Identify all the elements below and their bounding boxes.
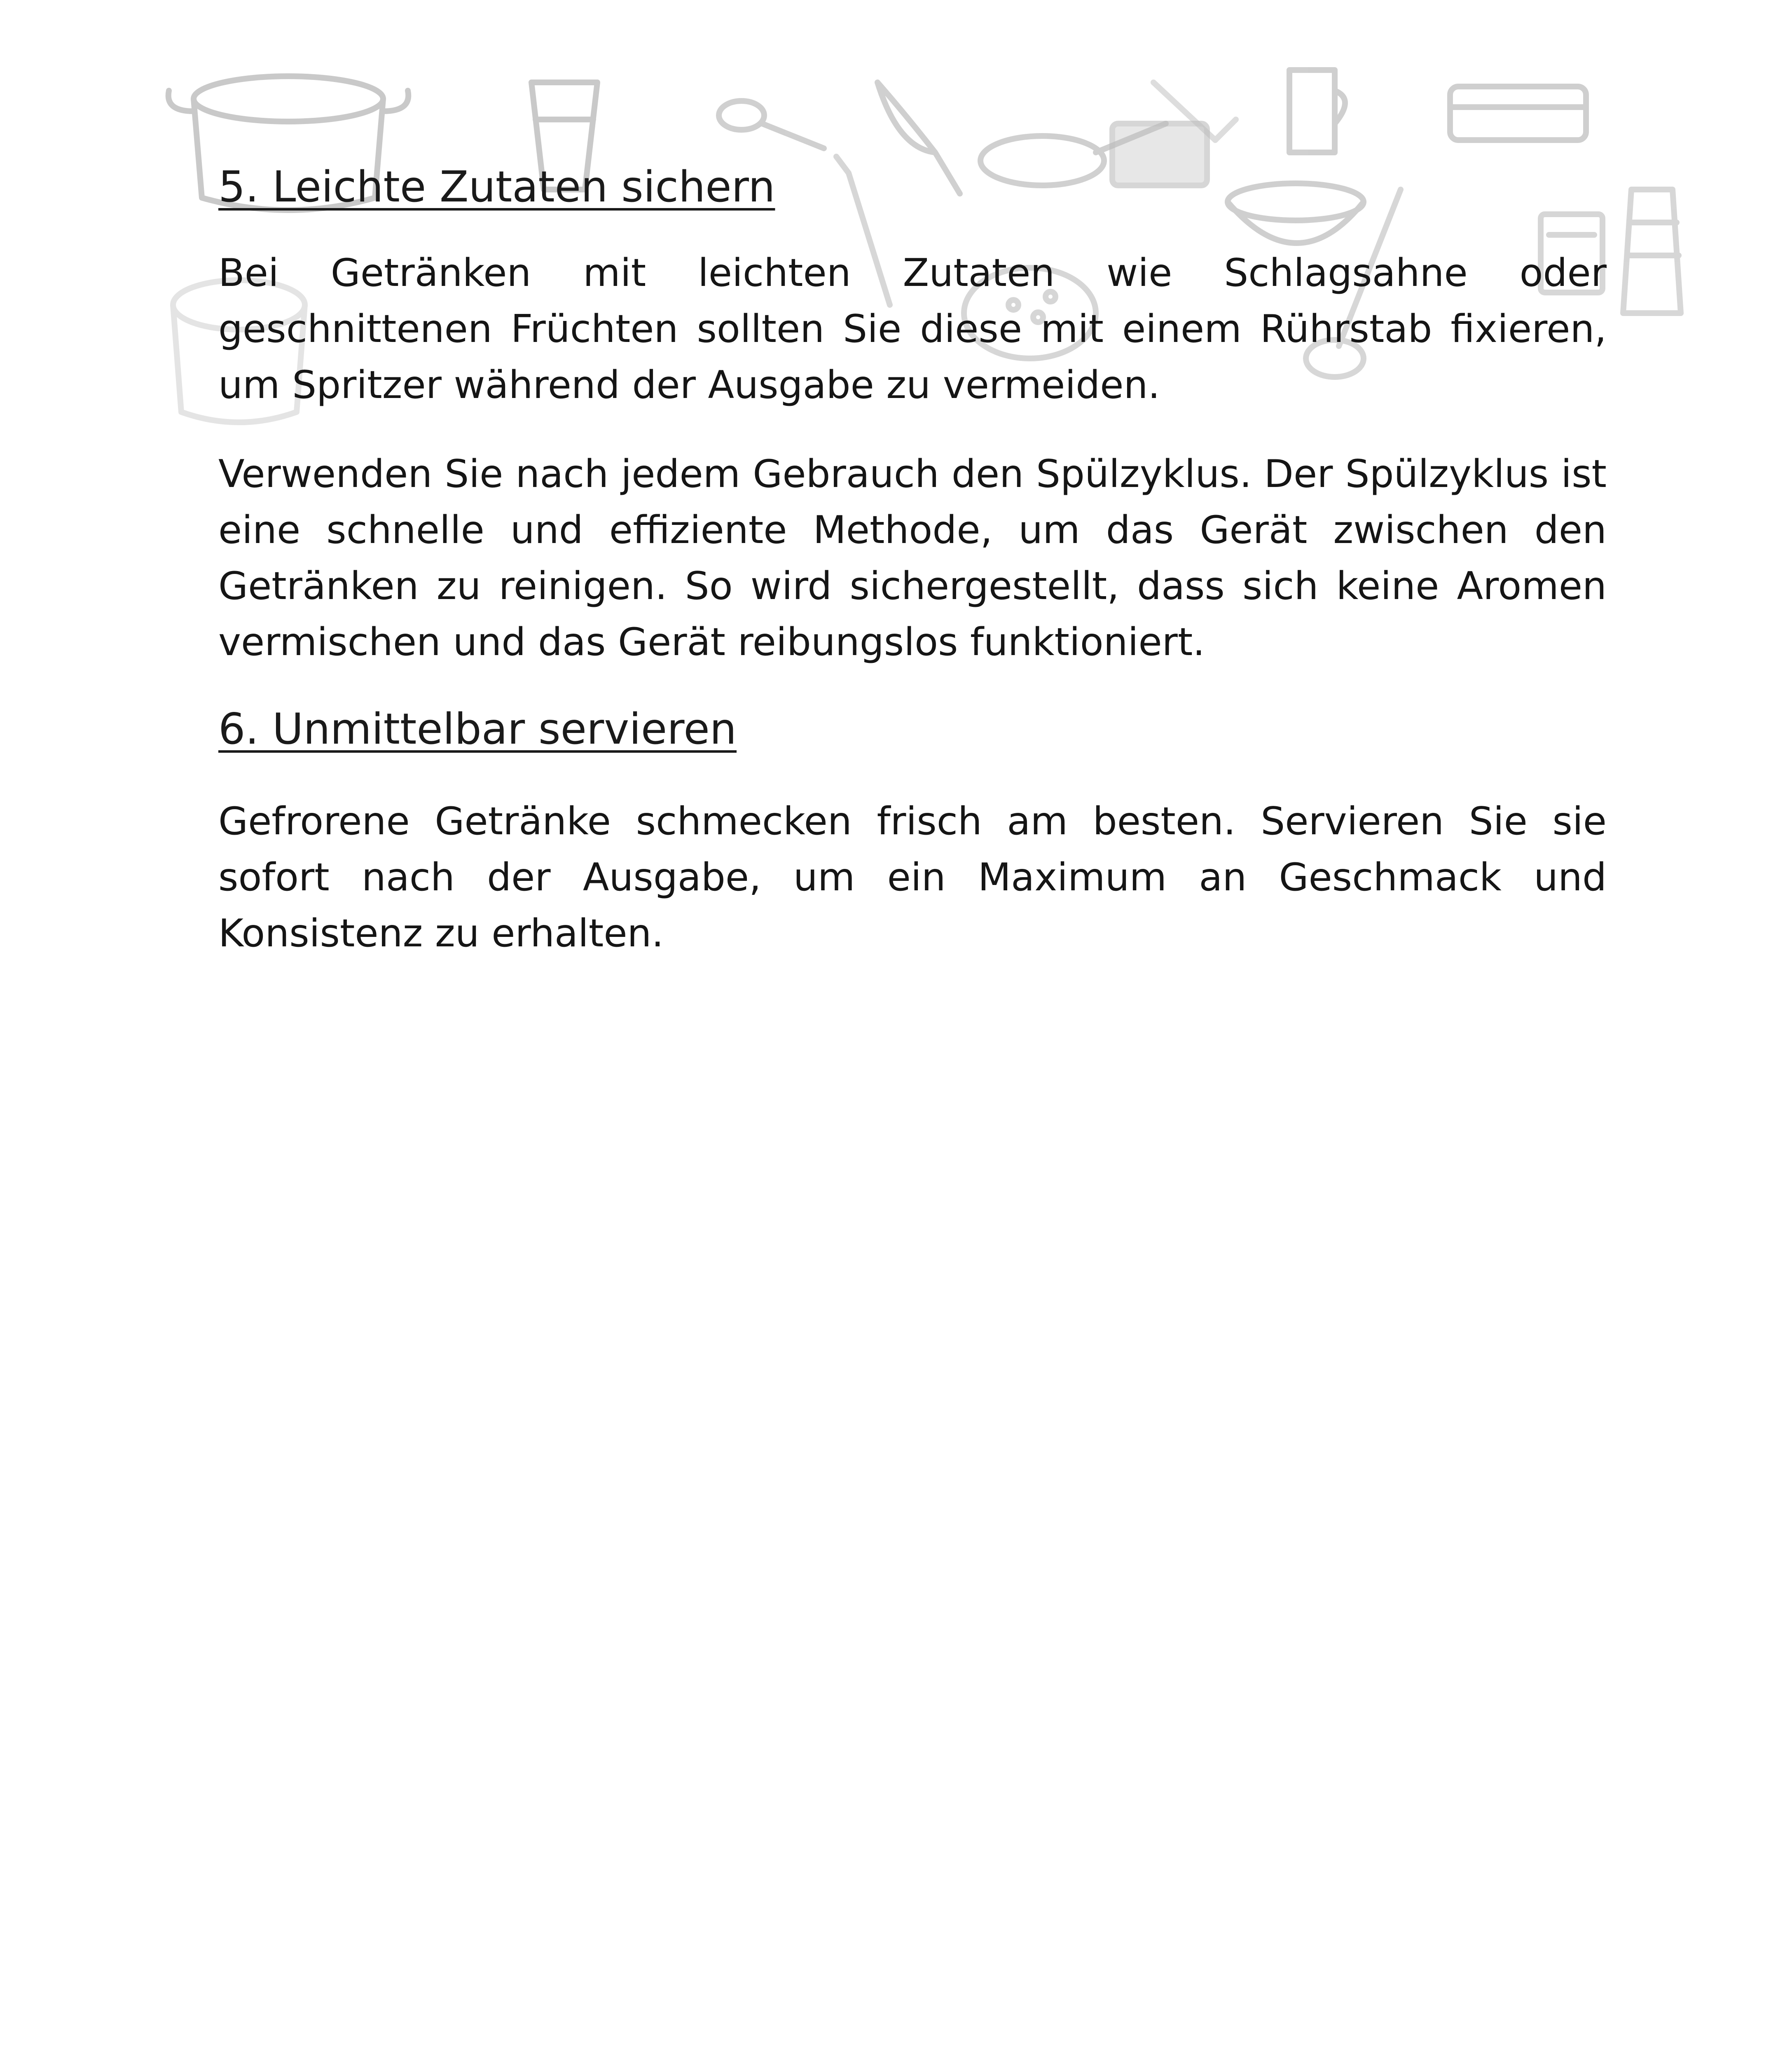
grater-icon [1623, 190, 1681, 313]
spoon-icon [719, 101, 824, 148]
paragraph: Bei Getränken mit leichten Zutaten wie Schlagsahne oder geschnittenen Früchten sollten Sie diese mit einem Rührstab fixieren, um Spritzer während der Ausgabe zu vermeiden. [218, 250, 1607, 407]
section-heading: 6. Unmittelbar servieren [218, 704, 737, 754]
section-heading: 5. Leichte Zutaten sichern [218, 162, 775, 212]
main-content [218, 161, 1607, 994]
paragraph: Gefrorene Getränke schmecken frisch am besten. Servieren Sie sie sofort nach der Ausgabe, um ein Maximum an Geschmack und Konsistenz zu erhalten. [218, 798, 1607, 955]
paragraph: Verwenden Sie nach jedem Gebrauch den Spülzyklus. Der Spülzyklus ist eine schnelle und effiziente Methode, um das Gerät zwischen den Getränken zu reinigen. So wird sichergestellt, dass sich keine Aromen vermischen und das Gerät reibungslos funktioniert. [218, 451, 1607, 664]
cake-tin-icon [1450, 87, 1586, 140]
jug-icon [1289, 70, 1345, 152]
knife-icon [1153, 82, 1236, 140]
